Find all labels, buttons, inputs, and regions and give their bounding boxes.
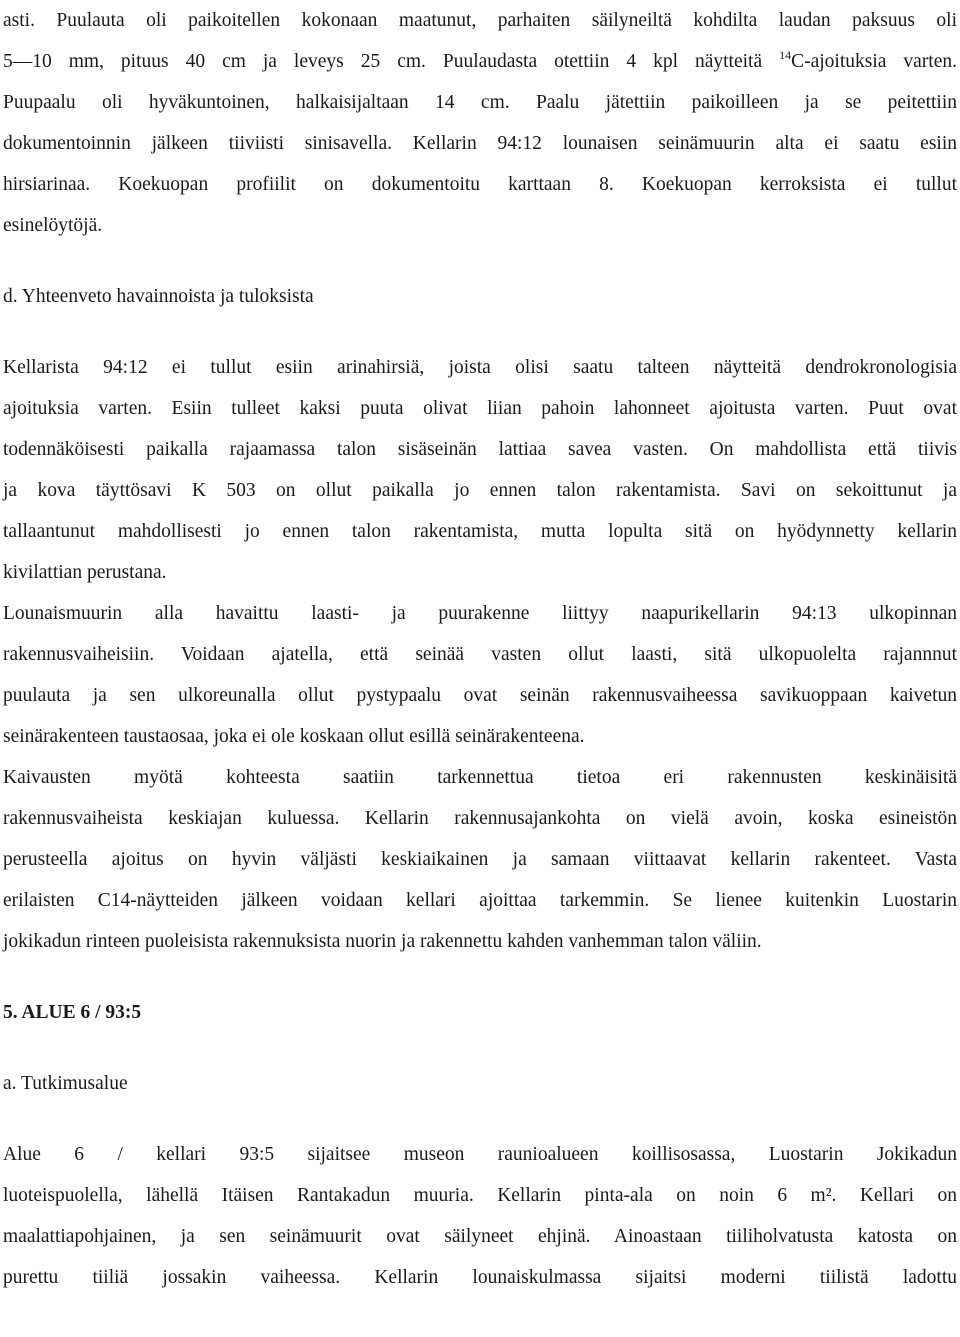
text-line: [3, 41, 957, 82]
text-line: erilaisten C14-näytteiden jälkeen voidaan kellari ajoittaa tarkemmin. Se lienee kuitenkin Luostarin: [3, 890, 957, 911]
text-segment: C-ajoituksia varten.: [791, 51, 957, 72]
text-line: Puupaalu oli hyväkuntoinen, halkaisijaltaan 14 cm. Paalu jätettiin paikoilleen ja se peitettiin: [3, 92, 957, 113]
document-page: [3, 0, 957, 1298]
paragraph-summary: [3, 347, 957, 593]
paragraph-continuation: [3, 0, 957, 246]
text-line: tallaantunut mahdollisesti jo ennen talon rakentamista, mutta lopulta sitä on hyödynnetty kellarin: [3, 521, 957, 542]
subheading-research-area: a. Tutkimusalue: [3, 1073, 128, 1094]
text-line: todennäköisesti paikalla rajaamassa talon sisäseinän lattiaa savea vasten. On mahdollista että tiivis: [3, 439, 957, 460]
subheading-summary: d. Yhteenveto havainnoista ja tuloksista: [3, 286, 314, 307]
text-line: rakennusvaiheista keskiajan kuluessa. Kellarin rakennusajankohta on vielä avoin, koska esineistön: [3, 808, 957, 829]
text-line: seinärakenteen taustaosaa, joka ei ole koskaan ollut esillä seinärakenteena.: [3, 726, 585, 747]
text-line: ja kova täyttösavi K 503 on ollut paikalla jo ennen talon rakentamista. Savi on sekoittunut ja: [3, 480, 957, 501]
text-line: rakennusvaiheisiin. Voidaan ajatella, että seinää vasten ollut laasti, sitä ulkopuolelta rajannnut: [3, 644, 957, 665]
text-line: Alue 6 / kellari 93:5 sijaitsee museon raunioalueen koillisosassa, Luostarin Jokikadun: [3, 1144, 957, 1165]
paragraph-excavation-results: [3, 757, 957, 962]
text-line: Kaivausten myötä kohteesta saatiin tarkennettua tietoa eri rakennusten keskinäisitä: [3, 767, 957, 788]
text-line: Lounaismuurin alla havaittu laasti- ja puurakenne liittyy naapurikellarin 94:13 ulkopinnan: [3, 603, 957, 624]
text-line: puulauta ja sen ulkoreunalla ollut pystypaalu ovat seinän rakennusvaiheessa savikuoppaan kaivetun: [3, 685, 957, 706]
text-segment: 5—10 mm, pituus 40 cm ja leveys 25 cm. Puulaudasta otettiin 4 kpl näytteitä: [3, 51, 780, 72]
text-line: perusteella ajoitus on hyvin väljästi keskiaikainen ja samaan viittaavat kellarin rakenteet. Vasta: [3, 849, 957, 870]
text-line: ajoituksia varten. Esiin tulleet kaksi puuta olivat liian pahoin lahonneet ajoitusta varten. Puut ovat: [3, 398, 957, 419]
text-line: dokumentoinnin jälkeen tiiviisti sinisavella. Kellarin 94:12 lounaisen seinämuurin alta ei saatu esiin: [3, 133, 957, 154]
text-line: kivilattian perustana.: [3, 562, 167, 583]
paragraph-southwest-wall: [3, 593, 957, 757]
text-line: asti. Puulauta oli paikoitellen kokonaan maatunut, parhaiten säilyneiltä kohdilta laudan paksuus oli: [3, 10, 957, 31]
paragraph-research-area: [3, 1134, 957, 1298]
section-heading: 5. ALUE 6 / 93:5: [3, 1002, 142, 1023]
text-line: jokikadun rinteen puoleisista rakennuksista nuorin ja rakennettu kahden vanhemman talon väliin.: [3, 931, 762, 952]
text-line: Kellarista 94:12 ei tullut esiin arinahirsiä, joista olisi saatu talteen näytteitä dendrokronologisia: [3, 357, 957, 378]
text-line: hirsiarinaa. Koekuopan profiilit on dokumentoitu karttaan 8. Koekuopan kerroksista ei tullut: [3, 174, 957, 195]
text-line: luoteispuolella, lähellä Itäisen Rantakadun muuria. Kellarin pinta-ala on noin 6 m². Kellari on: [3, 1185, 957, 1206]
text-line: esinelöytöjä.: [3, 215, 103, 236]
text-line: purettu tiiliä jossakin vaiheessa. Kellarin lounaiskulmassa sijaitsi moderni tiilistä ladottu: [3, 1267, 957, 1288]
superscript: 14: [779, 48, 792, 62]
text-line: maalattiapohjainen, ja sen seinämuurit ovat säilyneet ehjinä. Ainoastaan tiiliholvatusta katosta on: [3, 1226, 957, 1247]
